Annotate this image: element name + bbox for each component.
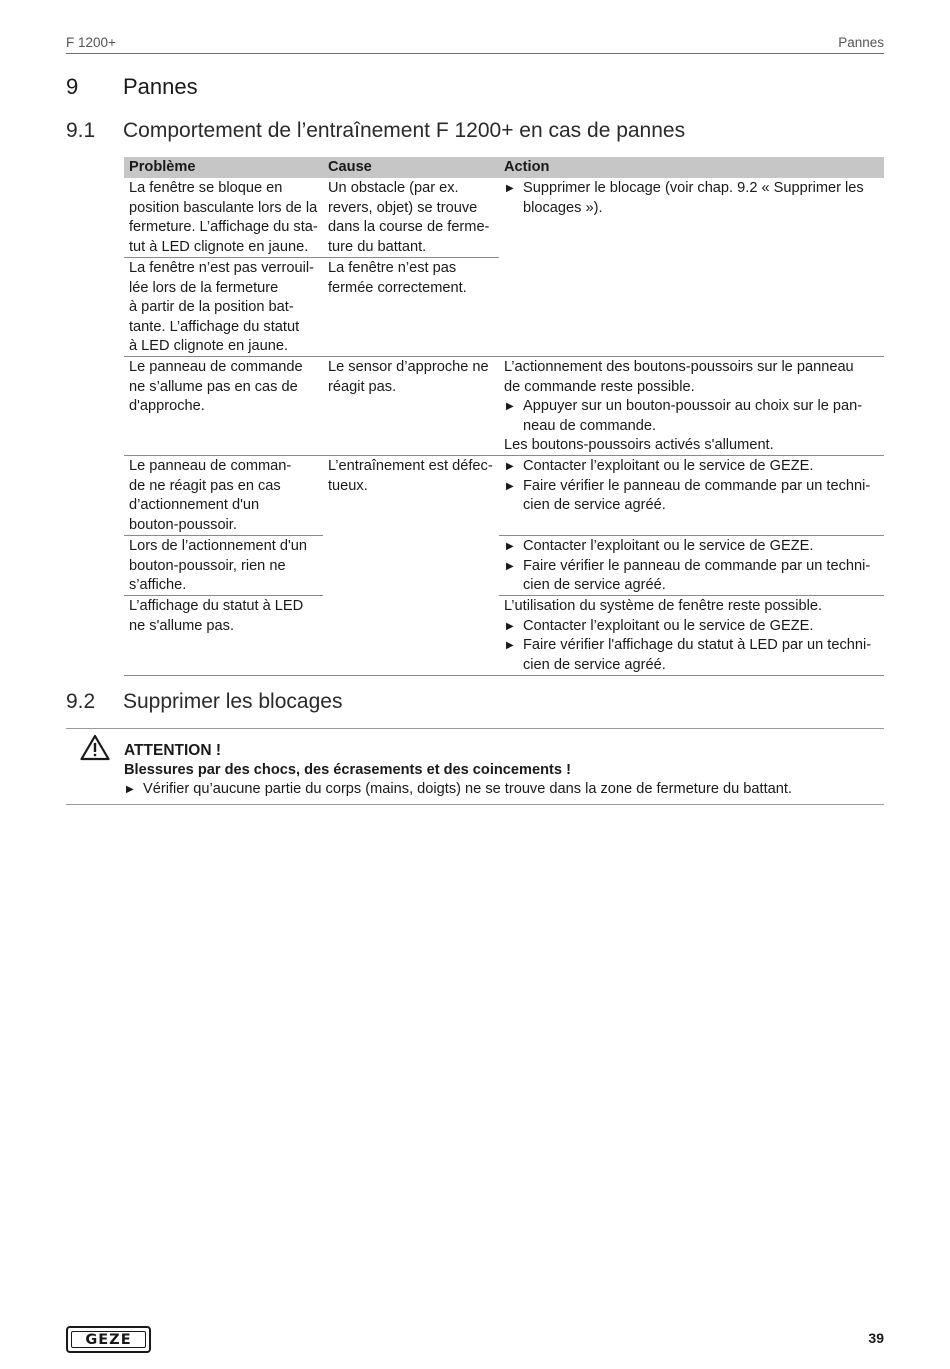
table-bottom-border bbox=[124, 675, 884, 676]
geze-logo bbox=[66, 1326, 151, 1353]
action-bullet: ▶ Faire vérifier le panneau de commande par un techni- cien de service agréé. bbox=[504, 477, 884, 516]
action-bullet: ▶ Faire vérifier l'affichage du statut à LED par un techni- cien de service agréé. bbox=[504, 636, 884, 675]
row-divider bbox=[499, 535, 884, 536]
row-divider bbox=[124, 455, 884, 456]
chapter-title: Pannes bbox=[123, 74, 198, 99]
table-cell-cause: Le sensor d’approche ne réagit pas. bbox=[328, 359, 489, 395]
table-cell-action: L’actionnement des boutons-poussoirs sur le panneau de commande reste possible. ▶ Appuyer sur un bouton-poussoir au choix sur le pan- neau de commande. Les boutons-poussoirs activés s'allument. bbox=[499, 358, 884, 456]
table-cell-action bbox=[499, 537, 884, 596]
section-title: Comportement de l’entraînement F 1200+ en cas de pannes bbox=[123, 119, 686, 142]
action-bullet: ▶ Faire vérifier le panneau de commande par un techni- cien de service agréé. bbox=[504, 557, 884, 596]
table-cell-action: L’utilisation du système de fenêtre reste possible. ▶ Contacter l’exploitant ou le service de GEZE. ▶ Faire vérifier l'affichage du statut à LED par un techni- cien de service agréé. bbox=[499, 597, 884, 675]
table-cell-problem: Lors de l’actionnement d'un bouton-poussoir, rien ne s’affiche. bbox=[129, 538, 308, 593]
table-cell-action bbox=[499, 179, 884, 218]
warning-subtitle: Blessures par des chocs, des écrasements et des coincements ! bbox=[124, 761, 571, 778]
table-cell-action bbox=[499, 457, 884, 516]
row-divider bbox=[124, 595, 323, 596]
warning-text bbox=[124, 741, 874, 800]
row-divider bbox=[124, 356, 884, 357]
warning-bullet: ▶ Vérifier qu’aucune partie du corps (mains, doigts) ne se trouve dans la zone de fermeture du battant. bbox=[124, 780, 874, 800]
column-header-cause: Cause bbox=[328, 159, 372, 175]
section-title: Supprimer les blocages bbox=[123, 690, 343, 713]
table-cell-problem: La fenêtre se bloque en position basculante lors de la fermeture. L’affichage du sta- tut à LED clignote en jaune. bbox=[129, 180, 318, 255]
warning-triangle-icon bbox=[80, 734, 110, 761]
page-header bbox=[66, 33, 884, 54]
row-divider bbox=[124, 535, 323, 536]
troubleshooting-table bbox=[124, 157, 884, 673]
warning-box bbox=[66, 728, 884, 805]
table-header-row bbox=[124, 157, 884, 178]
table-cell-problem: L’affichage du statut à LED ne s'allume pas. bbox=[129, 598, 304, 634]
warning-title: ATTENTION ! bbox=[124, 742, 222, 759]
column-header-action: Action bbox=[504, 159, 550, 175]
chapter-number: 9 bbox=[66, 74, 79, 99]
table-cell-cause: L’entraînement est défec- tueux. bbox=[328, 458, 493, 494]
action-bullet: ▶ Contacter l’exploitant ou le service de GEZE. bbox=[504, 537, 884, 557]
logo-text: GEZE bbox=[71, 1331, 146, 1348]
header-section: Pannes bbox=[838, 35, 884, 50]
action-bullet: ▶ Appuyer sur un bouton-poussoir au choix sur le pan- neau de commande. bbox=[504, 397, 884, 436]
row-divider bbox=[499, 595, 884, 596]
section-number: 9.1 bbox=[66, 119, 96, 142]
column-header-problem: Problème bbox=[129, 159, 196, 175]
page-number: 39 bbox=[868, 1330, 884, 1346]
action-bullet: ▶ Supprimer le blocage (voir chap. 9.2 « Supprimer les blocages »). bbox=[504, 179, 884, 218]
table-cell-problem: Le panneau de commande ne s’allume pas en cas de d'approche. bbox=[129, 359, 303, 414]
header-product: F 1200+ bbox=[66, 35, 116, 50]
table-cell-problem: La fenêtre n’est pas verrouil- lée lors de la fermeture à partir de la position bat- tante. L’affichage du statut à LED clignote en jaune. bbox=[129, 260, 314, 354]
action-bullet: ▶ Contacter l’exploitant ou le service de GEZE. bbox=[504, 457, 884, 477]
table-cell-cause: La fenêtre n’est pas fermée correctement. bbox=[328, 260, 467, 296]
section-number: 9.2 bbox=[66, 690, 96, 713]
table-cell-cause: Un obstacle (par ex. revers, objet) se trouve dans la course de ferme- ture du battant. bbox=[328, 180, 490, 255]
row-divider bbox=[124, 257, 499, 258]
action-bullet: ▶ Contacter l’exploitant ou le service de GEZE. bbox=[504, 617, 884, 637]
table-cell-problem: Le panneau de comman- de ne réagit pas en cas d’actionnement d'un bouton-poussoir. bbox=[129, 458, 292, 533]
